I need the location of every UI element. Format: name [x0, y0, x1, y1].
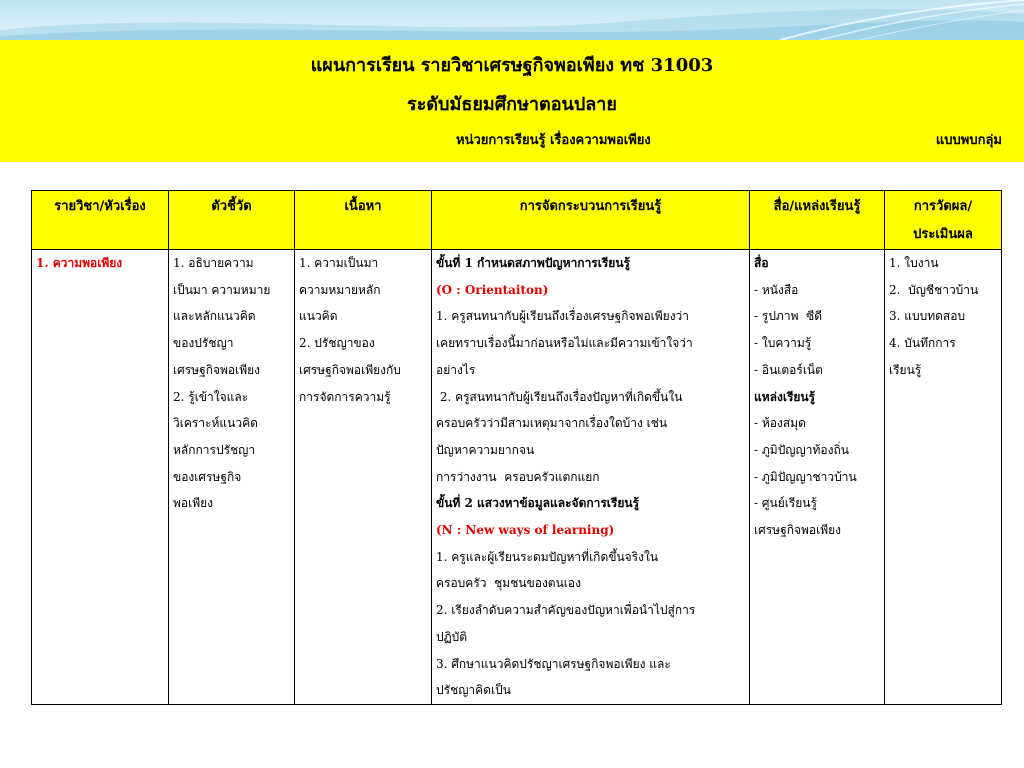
- stage2-line: ปฏิบัติ: [436, 629, 468, 644]
- learning-unit-label: หน่วยการเรียนรู้ เรื่องความพอเพียง: [456, 133, 651, 148]
- stage2-title: ขั้นที่ 2 แสวงหาข้อมูลและจัดการเรียนรู้: [436, 496, 640, 511]
- source-item: - ศูนย์เรียนรู้: [754, 496, 817, 511]
- content-line: 1. ความเป็นมา: [299, 256, 379, 270]
- stage1-line: 2. ครูสนทนากับผู้เรียนถึงเรื่องปัญหาที่เกิดขึ้นใน: [436, 389, 683, 404]
- assessment-item: 3. แบบทดสอบ: [889, 309, 966, 324]
- content-cell: [295, 250, 432, 705]
- indicator-cell: [169, 250, 295, 705]
- lesson-plan-table: [31, 190, 1002, 705]
- indicator-line: 1. อธิบายความ: [173, 256, 254, 270]
- table-header-row: [32, 191, 1002, 250]
- page-subtitle: ระดับมัธยมศึกษาตอนปลาย: [407, 94, 617, 115]
- indicator-line: ของเศรษฐกิจ: [173, 469, 242, 484]
- stage2-code: (N : New ways of learning): [436, 523, 615, 538]
- indicator-line: และหลักแนวคิด: [173, 309, 256, 324]
- content-line: ความหมายหลัก: [299, 282, 381, 297]
- header-subject: รายวิชา/หัวเรื่อง: [32, 191, 169, 250]
- header-process: การจัดกระบวนการเรียนรู้: [432, 191, 750, 250]
- media-item: - ใบความรู้: [754, 336, 812, 351]
- assessment-item: 2. บัญชีชาวบ้าน: [889, 282, 979, 297]
- stage2-line: ครอบครัว ชุมชนของตนเอง: [436, 576, 581, 591]
- header-content: เนื้อหา: [295, 191, 432, 250]
- source-item: เศรษฐกิจพอเพียง: [754, 523, 842, 538]
- stage1-line: เคยทราบเรื่องนี้มาก่อนหรือไม่และมีความเข้าใจว่า: [436, 336, 693, 351]
- header-media: สื่อ/แหล่งเรียนรู้: [750, 191, 885, 250]
- source-item: - ภูมิปัญญาชาวบ้าน: [754, 469, 857, 484]
- header-assessment-line2: ประเมินผล: [913, 227, 973, 242]
- topic-cell: [32, 250, 169, 705]
- indicator-line: วิเคราะห์แนวคิด: [173, 416, 258, 431]
- content-line: 2. ปรัชญาของ: [299, 336, 375, 351]
- content-line: การจัดการความรู้: [299, 389, 391, 404]
- stage2-line: 2. เรียงลำดับความสำคัญของปัญหาเพื่อนำไปสู่การ: [436, 603, 696, 618]
- header-assessment: [885, 191, 1002, 250]
- header-assessment-line1: การวัดผล/: [913, 199, 973, 214]
- content-line: แนวคิด: [299, 309, 338, 324]
- stage2-line: 1. ครูและผู้เรียนระดมปัญหาที่เกิดขึ้นจริงใน: [436, 549, 659, 564]
- stage1-code: (O : Orientaiton): [436, 282, 549, 297]
- stage2-line: 3. ศึกษาแนวคิดปรัชญาเศรษฐกิจพอเพียง และ: [436, 656, 671, 671]
- media-item: - หนังสือ: [754, 282, 799, 297]
- assessment-item: เรียนรู้: [889, 362, 922, 377]
- stage1-line: ครอบครัวว่ามีสามเหตุมาจากเรื่องใดบ้าง เช่น: [436, 416, 668, 431]
- assessment-item: 1. ใบงาน: [889, 256, 939, 270]
- page-title: แผนการเรียน รายวิชาเศรษฐกิจพอเพียง ทช 31003: [310, 55, 714, 76]
- process-cell: [432, 250, 750, 705]
- indicator-line: หลักการปรัชญา: [173, 442, 256, 457]
- sources-title: แหล่งเรียนรู้: [754, 389, 816, 404]
- media-item: - รูปภาพ ซีดี: [754, 309, 823, 324]
- stage2-line: ปรัชญาคิดเป็น: [436, 683, 511, 698]
- wave-decoration: [0, 0, 1024, 40]
- stage1-line: การว่างงาน ครอบครัวแตกแยก: [436, 469, 600, 484]
- indicator-line: 2. รู้เข้าใจและ: [173, 389, 249, 404]
- assessment-item: 4. บันทึกการ: [889, 336, 956, 351]
- indicator-line: เป็นมา ความหมาย: [173, 282, 271, 297]
- source-item: - ภูมิปัญญาท้องถิ่น: [754, 442, 849, 457]
- stage1-line: ปัญหาความยากจน: [436, 442, 535, 457]
- stage1-line: 1. ครูสนทนากับผู้เรียนถึงเรื่องเศรษฐกิจพอเพียงว่า: [436, 309, 690, 324]
- assessment-cell: [885, 250, 1002, 705]
- source-item: - ห้องสมุด: [754, 416, 806, 431]
- indicator-line: ของปรัชญา: [173, 336, 234, 351]
- content-line: เศรษฐกิจพอเพียงกับ: [299, 362, 401, 377]
- media-title: สื่อ: [754, 256, 769, 270]
- media-item: - อินเตอร์เน็ต: [754, 362, 823, 377]
- indicator-line: พอเพียง: [173, 496, 214, 511]
- header-indicator: ตัวชี้วัด: [169, 191, 295, 250]
- header-band: [0, 40, 1024, 162]
- decorative-wave-band: [0, 0, 1024, 40]
- topic-label: 1. ความพอเพียง: [36, 256, 123, 270]
- media-cell: [750, 250, 885, 705]
- indicator-line: เศรษฐกิจพอเพียง: [173, 362, 261, 377]
- stage1-title: ขั้นที่ 1 กำหนดสภาพปัญหาการเรียนรู้: [436, 256, 630, 270]
- stage1-line: อย่างไร: [436, 362, 476, 377]
- learning-method-label: แบบพบกลุ่ม: [935, 133, 1002, 148]
- table-row: [32, 250, 1002, 705]
